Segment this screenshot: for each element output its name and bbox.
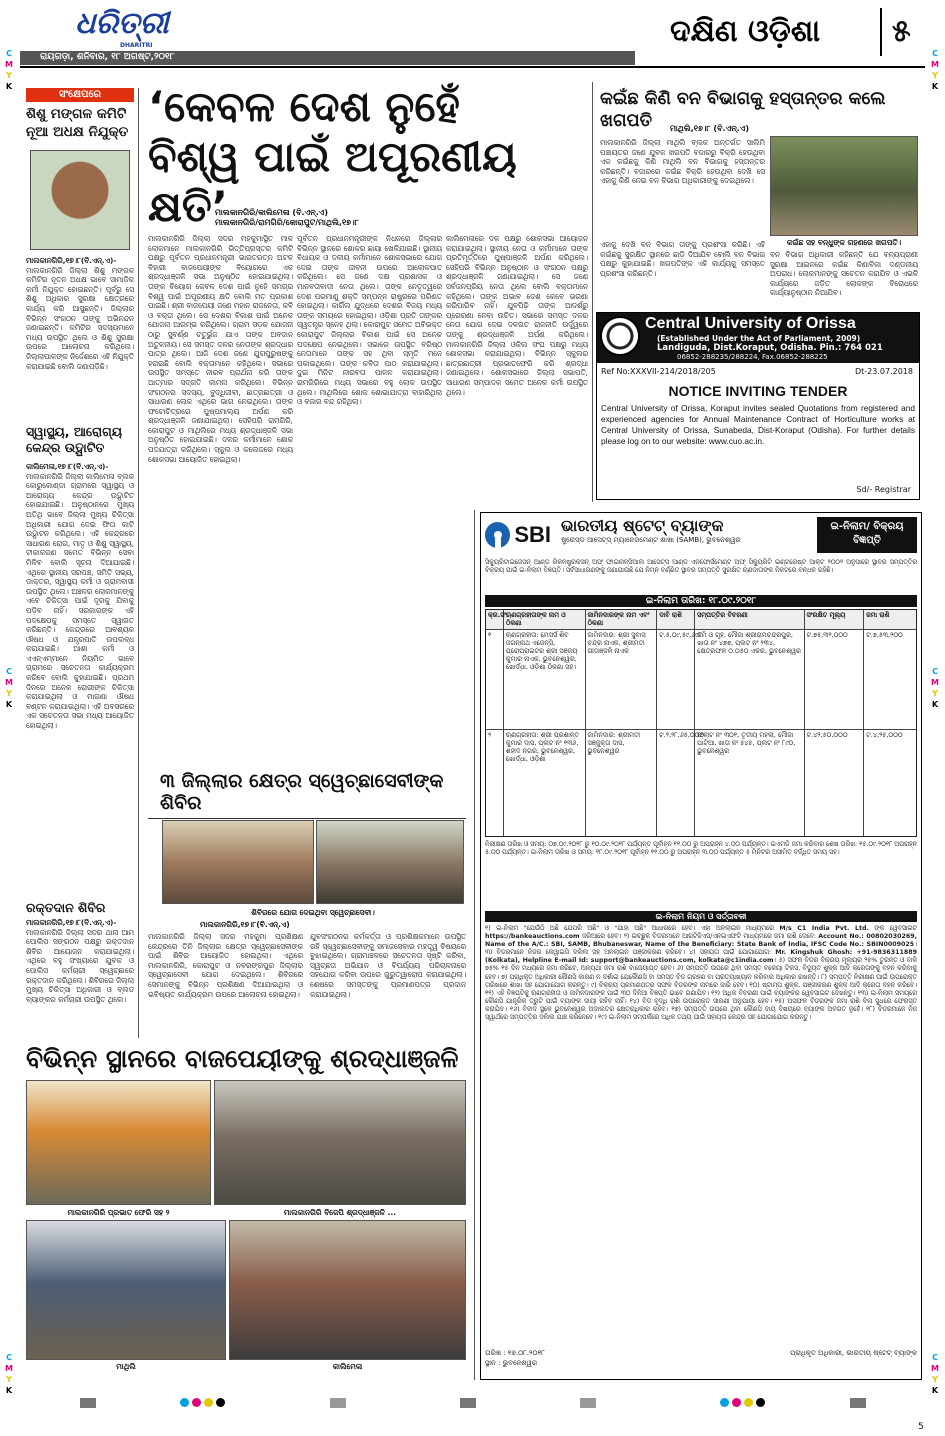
footer-gray-bar-2 — [330, 1398, 346, 1408]
footer-color-dots-2 — [720, 1398, 765, 1407]
cmyk-mark-left-top: C M Y K — [5, 49, 13, 91]
sbi-col-serial: କ୍ର.ସଂ. — [486, 610, 504, 629]
sbi-logo — [485, 517, 551, 553]
sbi-terms-label: ଇ-ନିଲାମ ନିୟମ ଓ ସର୍ତ୍ତାବଳୀ — [485, 911, 917, 922]
volunteers-photo-1 — [162, 820, 314, 904]
sidebar-story1-headline: ଶିଶୁ ମଙ୍ଗଳ କମିଟି ନୂଆ ଅଧକ୍ଷ ନିଯୁକ୍ତ — [26, 106, 129, 140]
sbi-website: https://bankeauctions.com — [485, 933, 580, 941]
logo: ଧରିତ୍ରୀ — [75, 6, 169, 41]
lead-col-3: କାଲିମେଳାରେ ଦଳ ପକ୍ଷରୁ ଶୋକସଭା ଆୟୋଜନ କରାଯାଇଥିଲା। ସ୍ଥାନୀୟ ନେତା ଓ କର୍ମୀମାନେ ତାଙ୍କ ପ୍ରତିମୂର୍ତ୍ତିରେ ପୁଷ୍ପାଞ୍ଜଳି ଅର୍ପଣ କରିଥିଲେ। ସେହିପରି ବିଭିନ୍ନ ଅନୁଷ୍ଠାନ ଓ ସଂଗଠନ ପକ୍ଷରୁ ଶ୍ରଦ୍ଧାଞ୍ଜଳି ଜଣାଯାଇଥିଲା। ସେ ଜଣେ ସର୍ବଜନପ୍ରିୟ ନେତା ଥିଲେ ବୋଲି ବକ୍ତାମାନେ କହିଥିଲେ। ତାଙ୍କ ଅଭାବ ଦେଶ କେବେ ଭରଣା କରିପାରିବ ନାହିଁ। ଯୁବପିଢ଼ି ତାଙ୍କ ଆଦର୍ଶରୁ ପ୍ରେରଣା ନେବା ଉଚିତ। ସଭାରେ ସମସ୍ତ ଦଳର ନେତା ଯୋଗ ଦେଇ ଦଳଗତ ରାଜନୀତି ଉର୍ଦ୍ଧ୍ୱରେ ତାଙ୍କୁ ଶ୍ରଦ୍ଧାଞ୍ଜଳି ଅର୍ପଣ କରିଥିଲେ। ମାଲକାନଗିରି ଜିଲ୍ଲା ଓକିଲ ସଂଘ ପକ୍ଷରୁ ମଧ୍ୟ ଶୋକସଭା କରାଯାଇଥିଲା। ବିଭିନ୍ନ ସ୍କୁଲର ଛାତ୍ରଛାତ୍ରୀ ପ୍ରଭାତଫେରି କରି ଶ୍ରଦ୍ଧା ଜଣାଇଥିଲେ। ଶୋକସଭାରେ ଜିଲ୍ଲା ସଭାପତି, ସାଧାରଣ ସମ୍ପାଦକ ସମେତ ଅନେକ କର୍ମୀ ଉପସ୍ଥିତ ଥିଲେ। — [446, 234, 588, 397]
footer-gray-bar-5 — [850, 1398, 866, 1408]
cuo-signature: Sd/- Registrar — [856, 485, 911, 494]
footer-gray-bar-3 — [460, 1398, 476, 1408]
sbi-branch: ଷ୍ଟ୍ରେସ୍ଡ ଆସେଟ୍ସ୍ ମ୍ୟାନେଜମେଣ୍ଟ ଶାଖା (SAMB), ଭୁବନେଶ୍ୱର — [561, 536, 741, 544]
volunteers-col-2: ଯୁବସଂଗଠନର କର୍ମକର୍ତ୍ତା ଓ ପ୍ରଶିକ୍ଷକମାନେ ଉପସ୍ଥିତ ରହି ସ୍ୱେଚ୍ଛାସେବୀଙ୍କୁ ସମାଜସେବାର ମହତ୍ତ୍ୱ ବିଷୟରେ ବୁଝାଇଥିଲେ। ଗ୍ରାମାଞ୍ଚଳରେ ସଚେତନତା ସୃଷ୍ଟି କରିବା, ସ୍ୱଚ୍ଛତା ଅଭିଯାନ ଓ ବିପର୍ଯ୍ୟୟ ପରିଚାଳନାରେ ସହଯୋଗ କରିବା ଉପରେ ଗୁରୁତ୍ୱାରୋପ କରାଯାଇଥିଲା। ଶେଷରେ ସମସ୍ତଙ୍କୁ ପ୍ରମାଣପତ୍ର ପ୍ରଦାନ କରାଯାଇଥିଲା। — [310, 932, 466, 999]
table-row: ୧ ଋଣଗ୍ରହୀତା: ମେସର୍ସ ଶିବ ଜଗନ୍ନାଥ ଏଜେନ୍ସି, ପ୍ରୋପ୍ରାଇଟର ଶ୍ରୀ ସଞ୍ଜୟ କୁମାର ନାଏକ, ଭୁବନେଶ୍ୱର, ଖୋର୍ଦ୍ଧା, ଓଡ଼ିଶା ଠିକଣା ସହ। ଜାମିନଦାର: ଶ୍ରୀ ସୁବାସ ଚନ୍ଦ୍ର ନାଏକ, ଶ୍ରୀମତୀ ଗୀତାଞ୍ଜଳି ନାଏକ ଟ.୫,୦୯,୫୯,୬୯୮ ଜମି ଓ ଗୃହ, ମୌଜା ଶ୍ରୀରାମଚନ୍ଦ୍ରପୁର, ଖାତା ନଂ ୪୭୭, ପ୍ଲଟ ନଂ ୨୩୪, କ୍ଷେତ୍ରଫଳ ୦.୦୫୦ ଏକର, ଭୁବନେଶ୍ୱର ଟ.୭୫,୩୨,୦୦୦ ଟ.୭,୫୩,୨୦୦ — [486, 630, 916, 730]
sbi-notice-type: ଇ-ନିଲାମ/ ବିକ୍ରୟ ବିଜ୍ଞପ୍ତି — [817, 517, 917, 553]
forest-photo — [770, 136, 918, 236]
volunteers-caption: ଶିବିରରେ ଯୋଗ ଦେଇଥିବା ସ୍ୱେଚ୍ଛାସେବୀ। — [251, 908, 375, 917]
lead-col-1: ମାଲକାନଗିରି ଜିଲ୍ଲା ସଦର ମହକୁମାସ୍ଥିତ ମାଳ ଲୋକମାନେ ମାଲକାନଗିରି ଭିତ୍ତିପ୍ରସ୍ତର କମିଟି ପକ୍ଷରୁ ପୂର୍ବତନ ପ୍ରଧାନମନ୍ତ୍ରୀ ଭାରତରତ୍ନ ଅଟଳ ବିହାରୀ ବାଜପେୟୀଙ୍କ ବିୟୋଗରେ ଏକ ଶ୍ରଦ୍ଧାଞ୍ଜଳି ସଭା ଅନୁଷ୍ଠିତ ହୋଇଯାଇଥିଲା। ତାଙ୍କ ବିୟୋଗ କେବଳ ଦେଶ ପାଇଁ ନୁହେଁ ସମଗ୍ର ବିଶ୍ୱ ପାଇଁ ଅପୂରଣୀୟ କ୍ଷତି ବୋଲି ମତ ପ୍ରକାଶ ପାଇଛି। ଶ୍ରୀ ବାଜପେୟୀ ଜଣେ ମହାନ ରାଜନେତା, କବି ଓ ବକ୍ତା ଥିଲେ। ସେ ଦେଶର ବିକାଶ ପାଇଁ ଅନେକ ଯୋଜନା ଆରମ୍ଭ କରିଥିଲେ। ଗ୍ରାମ ସଡ଼କ ଯୋଜନା ଠାରୁ ସୁବର୍ଣ୍ଣ ଚତୁର୍ଭୁଜ ଯାଏ ତାଙ୍କ ଅବଦାନ ଅତୁଳନୀୟ। ସେ ସମସ୍ତ ଦଳର ନେତାଙ୍କ ଶ୍ରଦ୍ଧାର ପାତ୍ର ଥିଲେ। ଆଜି ଦେଶ ଜଣେ ଯୁଗପୁରୁଷଙ୍କୁ ହରାଇଛି ବୋଲି ବକ୍ତାମାନେ କହିଥିଲେ। ସଭାରେ ଉପସ୍ଥିତ ସମସ୍ତେ ନୀରବ ପ୍ରାର୍ଥନା କରି ତାଙ୍କ ଆତ୍ମାର ସଦ୍ଗତି କାମନା କରିଥିଲେ। ବିଭିନ୍ନ ସଂଗଠନର ସଦସ୍ୟ, ବୁଦ୍ଧିଜୀବୀ, ଛାତ୍ରଛାତ୍ରୀ ଓ ସାଧାରଣ ଲୋକ ଏଥିରେ ଭାଗ ନେଇଥିଲେ। ତାଙ୍କ ଫଟୋଚିତ୍ରରେ ପୁଷ୍ପମାଲ୍ୟ ଅର୍ପଣ କରି ଶ୍ରଦ୍ଧାଞ୍ଜଳି ଜଣାଯାଇଥିଲା। ସେହିପରି ରାମଗିରି, କୋରାପୁଟ ଓ ମାଥିଲିରେ ମଧ୍ୟ ଶ୍ରଦ୍ଧାଞ୍ଜଳି ସଭା ଅନୁଷ୍ଠିତ ହୋଇଯାଇଛି। ଦଳର କର୍ମୀମାନେ ଶୋକ ପଦଯାତ୍ରା କରିଥିଲେ। ସ୍କୁଲ ଓ କଲେଜରେ ମଧ୍ୟ ଶୋକସଭା ଆୟୋଜିତ ହୋଇଥିଲା। — [148, 234, 293, 464]
sbi-logo-text: SBI — [514, 522, 551, 547]
sbi-footer-place: ସ୍ଥାନ : ଭୁବନେଶ୍ୱର — [485, 1359, 538, 1367]
footer-color-dots-1 — [180, 1398, 225, 1407]
forest-dateline: ମାଥିଲି,୧୭।୮ (ବି.ଏନ୍.ଏ) — [670, 124, 750, 133]
tribute-photo-3 — [26, 1220, 226, 1360]
sbi-col-reserve: ସଂରକ୍ଷିତ ମୂଲ୍ୟ — [805, 610, 865, 629]
cuo-address: Landiguda, Dist.Koraput, Odisha. Pin.: 764 021 — [657, 343, 883, 353]
sbi-footer-sign: ପ୍ରାଧିକୃତ ଅଧିକାରୀ, ଭାରତୀୟ ଷ୍ଟେଟ୍ ବ୍ୟାଙ୍କ — [790, 1349, 917, 1357]
cmyk-mark-left-mid: C M Y K — [5, 667, 13, 709]
sidebar-story2-dateline: କାଲିମେଳା,୧୭।୮(ବି.ଏନ୍.ଏ)- — [26, 462, 109, 471]
sbi-col-guarantor: ଜାମିନଦାରଙ୍କ ନାମ ଏବଂ ଠିକଣା — [586, 610, 658, 629]
sbi-agency: M/s C1 India Pvt. Ltd. — [779, 925, 869, 932]
sidebar-story2-body: କାଲିମେଳା,୧୭।୮(ବି.ଏନ୍.ଏ)- ମାଲକାନଗିରି ଜିଲ୍ଲା କାଲିମେଳା ବ୍ଲକ କୋରୁକୋଣ୍ଡା ଗ୍ରାମରେ ସ୍ୱାସ୍ଥ୍ୟ ଓ ଆରୋଗ୍ୟ କେନ୍ଦ୍ର ଉଦ୍ଘାଟିତ ହୋଇଯାଇଛି। ଅନୁଷ୍ଠାନରେ ମୁଖ୍ୟ ଅତିଥି ଭାବେ ଜିଲ୍ଲା ମୁଖ୍ୟ ଚିକିତ୍ସା ଅଧିକାରୀ ଯୋଗ ଦେଇ ଫିତା କାଟି ଉଦ୍ଘାଟନ କରିଥିଲେ। ଏହି କେନ୍ଦ୍ରରେ ସାଧାରଣ ରୋଗ, ମାତୃ ଓ ଶିଶୁ ସ୍ୱାସ୍ଥ୍ୟ, ଟୀକାକରଣ ସମେତ ବିଭିନ୍ନ ସେବା ମିଳିବ ବୋଲି ସୂଚନା ଦିଆଯାଇଛି। ଏଥିରେ ସ୍ଥାନୀୟ ସରପଞ୍ଚ, ସମିତି ସଭ୍ୟ, ଡାକ୍ତର, ସ୍ୱାସ୍ଥ୍ୟ କର୍ମୀ ଓ ଗ୍ରାମବାସୀ ଉପସ୍ଥିତ ଥିଲେ। ଅଞ୍ଚଳର ଲୋକମାନଙ୍କୁ ଏବେ ଚିକିତ୍ସା ପାଇଁ ଦୂରକୁ ଯିବାକୁ ପଡ଼ିବ ନାହିଁ। ସରକାରଙ୍କ ଏହି ପଦକ୍ଷେପକୁ ସମସ୍ତେ ସ୍ୱାଗତ କରିଛନ୍ତି। କେନ୍ଦ୍ରରେ ଆବଶ୍ୟକ ଔଷଧ ଓ ଯନ୍ତ୍ରପାତି ଉପଲବ୍ଧ କରାଯାଇଛି। ଆଶା କର୍ମୀ ଓ ଏଏନ୍ଏମ୍ମାନେ ନିୟମିତ ଭାବେ ଗ୍ରାମରେ ସଚେତନତା କାର୍ଯ୍ୟକ୍ରମ କରିବେ ବୋଲି କୁହାଯାଇଛି। ପ୍ରଥମ ଦିନରେ ଅନେକ ରୋଗୀଙ୍କ ଚିକିତ୍ସା କରାଯାଇଥିଲା ଓ ମାଗଣା ଔଷଧ ବଣ୍ଟନ କରାଯାଇଥିଲା। ଏହି ଅବସରରେ ଏକ ସଚେତନତା ସଭା ମଧ୍ୟ ଆୟୋଜିତ ହୋଇଥିଲା। — [26, 462, 134, 731]
tribute-caption-2: ମାଲକାନଗିରି ବିଜେପି ଶ୍ରଦ୍ଧାଞ୍ଜଳି ... — [283, 1208, 397, 1217]
sidebar-label: ସଂକ୍ଷେପରେ — [26, 88, 134, 102]
cuo-name: Central University of Orissa — [645, 315, 856, 332]
footer-page-number: 5 — [918, 1422, 924, 1432]
footer-gray-bar-4 — [580, 1398, 596, 1408]
sidebar-story3-dateline: ମାଲକାନଗିରି,୧୭।୮(ବି.ଏନ୍.ଏ)- — [26, 918, 117, 927]
tribute-photo-2 — [214, 1080, 466, 1205]
cmyk-mark-right-bottom: C M Y K — [931, 1353, 939, 1395]
volunteers-headline: ୩ ଜିଲ୍ଲାର କ୍ଷେତ୍ର ସ୍ୱେଚ୍ଛାସେବୀଙ୍କ ଶିବିର — [160, 770, 444, 814]
cmyk-mark-left-bottom: C M Y K — [5, 1353, 13, 1395]
footer-gray-bar-1 — [80, 1398, 96, 1408]
masthead — [20, 8, 925, 62]
section-title: ଦକ୍ଷିଣ ଓଡ଼ିଶା — [670, 14, 821, 49]
sbi-col-demand: ଦାବି ରାଶି — [657, 610, 695, 629]
sbi-table — [485, 609, 917, 837]
sbi-footer-date: ତାରିଖ : ୧୭.୦୮.୨୦୧୮ — [485, 1349, 545, 1357]
cuo-established: (Established Under the Act of Parliament, 2009) — [657, 334, 861, 343]
volunteers-dateline: ମାଲକାନଗିରି,୧୭।୮(ବି.ଏନ୍.ଏ) — [200, 920, 290, 929]
cmyk-mark-right-mid: C M Y K — [931, 667, 939, 709]
cuo-phone: 06852-288235/288224, Fax.06852-288225 — [677, 353, 828, 361]
cuo-seal-icon — [600, 316, 640, 356]
dateline: ରାୟଗଡ଼ା, ଶନିବାର, ୧୮ ଅଗଷ୍ଟ,୨୦୧୮ — [40, 52, 175, 62]
lead-dateline: ମାଲକାନଗିରି/କାଲିମେଳା (ବି.ଏନ୍.ଏ) — [215, 208, 329, 217]
cmyk-mark-right-top: C M Y K — [931, 49, 939, 91]
tribute-caption-1: ମାଲକାନଗିରି ପ୍ରଭାତ ଫେରି ସହ ୨ — [67, 1208, 170, 1217]
cuo-ad — [596, 312, 920, 500]
logo-sub: DHARITRI — [120, 42, 153, 49]
forest-caption: କଇଁଛ ସହ ବନ୍ଧୁଙ୍କ ଗହଣରେ ଖଗପତି। — [786, 238, 902, 247]
lead-headline — [148, 82, 588, 232]
sbi-logo-icon — [485, 522, 510, 548]
tribute-caption-4: କାଲିମେଳା — [332, 1362, 363, 1371]
sidebar-story3-headline: ରକ୍ତଦାନ ଶିବିର — [26, 900, 106, 915]
tribute-headline: ବିଭିନ୍ନ ସ୍ଥାନରେ ବାଜପେୟୀଙ୍କୁ ଶ୍ରଦ୍ଧାଞ୍ଜଳି — [26, 1044, 459, 1073]
volunteers-col-1: ମାଲକାନଗିରି ଜିଲ୍ଲା ସଦର ମହକୁମା ପ୍ରଶିକ୍ଷଣ କେନ୍ଦ୍ରରେ ତିନି ଜିଲ୍ଲାର କ୍ଷେତ୍ର ସ୍ୱେଚ୍ଛାସେବୀଙ୍କ ପାଇଁ ଶିବିର ଆୟୋଜିତ ହୋଇଥିଲା। ଏଥିରେ ମାଲକାନଗିରି, କୋରାପୁଟ ଓ ନବରଙ୍ଗପୁର ଜିଲ୍ଲାର ସ୍ୱେଚ୍ଛାସେବୀ ଯୋଗ ଦେଇଥିଲେ। ଶିବିରରେ ସେମାନଙ୍କୁ ବିଭିନ୍ନ ପ୍ରଶିକ୍ଷଣ ଦିଆଯାଇଥିଲା ଓ ଭବିଷ୍ୟତ କାର୍ଯ୍ୟକ୍ରମ ଉପରେ ଆଲୋଚନା ହୋଇଥିଲା। — [148, 932, 303, 999]
sbi-col-borrower: ଋଣଗ୍ରହୀତାଙ୍କ ନାମ ଓ ଠିକଣା — [504, 610, 586, 629]
sbi-table-header — [486, 610, 916, 630]
sidebar-portrait — [30, 150, 130, 250]
sidebar-story2-headline: ସ୍ୱାସ୍ଥ୍ୟ, ଆରୋଗ୍ୟ କେନ୍ଦ୍ର ଉଦ୍ଘାଟିତ — [26, 424, 123, 455]
cuo-date: Dt-23.07.2018 — [855, 367, 913, 376]
lead-col-2: ପୂର୍ବତନ ପ୍ରଧାନମନ୍ତ୍ରୀଙ୍କ ନିଧନରେ ଜିଲ୍ଲାର ବିଭିନ୍ନ ସ୍ଥାନରେ ଶୋକର ଛାୟା ଖେଳିଯାଇଛି। ସ୍ଥାନୀୟ ବିଧାୟକ ଓ ଦଳୀୟ କର୍ମୀମାନେ ଶୋକସଭାରେ ଯୋଗ ଦେଇ ତାଙ୍କ ଜୀବନୀ ଉପରେ ଆଲୋକପାତ କରିଥିଲେ। ସେ ଜଣେ ଦକ୍ଷ ପ୍ରଶାସକ ଓ ମାନବତାବାଦୀ ନେତା ଥିଲେ। ତାଙ୍କ ନେତୃତ୍ୱରେ ଦେଶ ପରମାଣୁ ଶକ୍ତି ସମ୍ପନ୍ନ ରାଷ୍ଟ୍ରରେ ପରିଣତ ହୋଇଥିଲା। କାର୍ଗିଲ ଯୁଦ୍ଧରେ ଦେଶର ବିଜୟ ମଧ୍ୟ ତାଙ୍କ ସମୟରେ ହୋଇଥିଲା। ଓଡ଼ିଶା ପ୍ରତି ତାଙ୍କର ସ୍ୱତନ୍ତ୍ର ସ୍ନେହ ଥିଲା। କୋରାପୁଟ ସମେତ ଅବିଭକ୍ତ କୋରାପୁଟ ଜିଲ୍ଲାର ବିକାଶ ପାଇଁ ସେ ଅନେକ ପଦକ୍ଷେପ ନେଇଥିଲେ। ସଭାରେ ଉପସ୍ଥିତ ବରିଷ୍ଠ ନେତାମାନେ ତାଙ୍କ ସହ ଥିବା ସ୍ମୃତି ମନେ ପକାଇଥିଲେ। ତାଙ୍କ କବିତା ପାଠ କରାଯାଇଥିଲା। ଦୁଇ ମିନିଟ ନୀରବତା ପାଳନ କରାଯାଇଥିଲା। ରାମଗିରିରେ ମଧ୍ୟ ସଭାରେ ବହୁ ଲୋକ ଉପସ୍ଥିତ ଥିଲେ। ମାଥିଲିରେ ଶୋକ ଶୋଭାଯାତ୍ରା ବାହାରିଥିଲା ଓ ବଜାର ବନ୍ଦ ରହିଥିଲା। — [297, 234, 442, 407]
table-row: ୨ ଋଣଗ୍ରହୀତା: ଶ୍ରୀ ପ୍ରଶାନ୍ତ କୁମାର ଦାସ, ପ୍ଲଟ ନଂ ୧୩୬, ଶହୀଦ ନଗର, ଭୁବନେଶ୍ୱର, ଖୋର୍ଦ୍ଧା, ଓଡ଼ିଶା ଜାମିନଦାର: ଶ୍ରୀମତୀ ସଞ୍ଜୁକ୍ତା ଦାସ, ଭୁବନେଶ୍ୱର ଟ.୨,୨୮,୬୫,୦୦୦ ଫ୍ଲାଟ ନଂ ୩୦୧, ତୃତୀୟ ମହଲା, ମୌଜା ପାଟିଆ, ଖାତା ନଂ ୫୪୫, ପ୍ଲଟ ନଂ ୮୯୦, ଭୁବନେଶ୍ୱର ଟ.୪୨,୫୦,୦୦୦ ଟ.୪,୨୫,୦୦୦ — [486, 730, 916, 836]
sidebar-story1-body: ମାଲକାନଗିରି,୧୭।୮(ବି.ଏନ୍.ଏ)- ମାଲକାନଗିରି ଜିଲ୍ଲା ଶିଶୁ ମଙ୍ଗଳ କମିଟିର ନୂତନ ଅଧକ୍ଷ ଭାବେ ସାମାଜିକ କର୍ମୀ ନିଯୁକ୍ତ ହୋଇଛନ୍ତି। ପୂର୍ବରୁ ସେ ଶିଶୁ ଅଧିକାର ସୁରକ୍ଷା କ୍ଷେତ୍ରରେ କାର୍ଯ୍ୟ କରି ଆସୁଛନ୍ତି। ଜିଲ୍ଲାର ବିଭିନ୍ନ ସଂଗଠନ ତାଙ୍କୁ ଅଭିନନ୍ଦନ ଜଣାଇଛନ୍ତି। କମିଟିର ସଦସ୍ୟମାନେ ମଧ୍ୟ ଉପସ୍ଥିତ ଥିଲେ ଓ ଶିଶୁ ସୁରକ୍ଷା ଉପରେ ଆଲୋଚନା କରିଥିଲେ। ଜିଲ୍ଲାପାଳଙ୍କ ନିର୍ଦ୍ଦେଶରେ ଏହି ନିଯୁକ୍ତି କରାଯାଇଛି ବୋଲି ଜଣାପଡ଼ିଛି। — [26, 256, 134, 371]
cuo-ref: Ref No:XXXVII-214/2018/205 — [601, 367, 716, 376]
forest-body-2: ଏହାକୁ ଦେଖି ବନ ବିଭାଗ ତାଙ୍କୁ ପ୍ରଶଂସା କରିଛି। ଏହି କଇଁଛକୁ ସୁରକ୍ଷିତ ସ୍ଥାନରେ ଛାଡ଼ି ଦିଆଯିବ ବୋଲି ବନ ବିଭାଗ ପକ୍ଷରୁ କୁହାଯାଇଛି। ଖଗପତିଙ୍କ ଏହି କାର୍ଯ୍ୟକୁ ସମସ୍ତେ ପ୍ରଶଂସା କରିଛନ୍ତି। — [600, 240, 765, 278]
tribute-photo-1 — [26, 1080, 211, 1205]
tribute-photo-4 — [229, 1220, 466, 1360]
sbi-col-emd: ଜମା ରାଶି — [866, 611, 890, 619]
cuo-notice-title: NOTICE INVITING TENDER — [668, 383, 848, 399]
forest-body-1: ମାଲକାନଗିରି ଜିଲ୍ଲା ମାଥିଲି ବ୍ଲକ ଅନ୍ତର୍ଗତ ସାଲିମି ପଞ୍ଚାୟତର ଜଣେ ଯୁବକ ଖଗପତି ବଜାରରୁ ବିକ୍ରି ହେଉଥିବା ଏକ କଇଁଛକୁ କିଣି ମାଥିଲି ବନ ବିଭାଗକୁ ହସ୍ତାନ୍ତର କରିଛନ୍ତି। ବଜାରରେ କଇଁଛ ବିକ୍ରି ହେଉଥିବା ଦେଖି ସେ ଏହାକୁ କିଣି ନେଇ ବନ ବିଭାଗ ଅଧିକାରୀଙ୍କୁ ଦେଇଥିଲେ। — [600, 138, 765, 186]
sbi-bank-line: Account No.: 00802030269, Name of the A/C.: SBI, SAMB, Bhubaneswar, Name of the Beneficiary: State Bank of India, IFSC Code No.: SBIN0009025 — [485, 933, 917, 949]
page-number: ୫ — [892, 14, 911, 49]
lead-dateline-2: ମାଲକାନଗିରି/ରାମଗିରି/କୋରାପୁଟ/ମାଥିଲି,୧୭।୮ — [215, 218, 359, 227]
sidebar-story3-body: ମାଲକାନଗିରି,୧୭।୮(ବି.ଏନ୍.ଏ)- ମାଲକାନଗିରି ଜିଲ୍ଲା ସଦର ଥାନା ଆମ ପୋଲିସ ସଙ୍ଗଠନ ପକ୍ଷରୁ ରକ୍ତଦାନ ଶିବିର ଆୟୋଜନ କରାଯାଇଥିଲା। ଏଥିରେ ବହୁ ସଂଖ୍ୟାରେ ଯୁବକ ଓ ପୋଲିସ କର୍ମଚାରୀ ସ୍ୱେଚ୍ଛାରେ ରକ୍ତଦାନ କରିଥିଲେ। ଶିବିରରେ ଜିଲ୍ଲା ମୁଖ୍ୟ ଚିକିତ୍ସା ଅଧିକାରୀ ଓ ବ୍ଲଡ ବ୍ୟାଙ୍କର କର୍ମଚାରୀ ଉପସ୍ଥିତ ଥିଲେ। — [26, 918, 134, 1004]
sbi-intro: ସିକ୍ୟୁରିଟାଇଜେସନ୍ ଆଣ୍ଡ ରିକନଷ୍ଟ୍ରକସନ୍ ଅଫ୍ ଫାଇନାନ୍ସିଆଲ ଆସେଟ୍ସ ଆଣ୍ଡ ଏନଫୋର୍ସମେଣ୍ଟ ଅଫ୍ ସିକ୍ୟୁରିଟି ଇଣ୍ଟରେଷ୍ଟ ଆକ୍ଟ ୨୦୦୨ ଅନୁସାରେ ସ୍ଥାବର ସମ୍ପତ୍ତିର ବିକ୍ରୟ ପାଇଁ ଇ-ନିଲାମ ବିଜ୍ଞପ୍ତି। ସର୍ବସାଧାରଣଙ୍କୁ ଜଣାଯାଉଛି ଯେ ନିମ୍ନ ବର୍ଣ୍ଣିତ ସ୍ଥାବର ସମ୍ପତ୍ତି ସୁରକ୍ଷିତ ଋଣଦାତାଙ୍କ ନିକଟରେ ବନ୍ଧକ ରହିଛି। — [485, 559, 917, 574]
sbi-inspection: ନିରୀକ୍ଷଣ ତାରିଖ ଓ ସମୟ: ୦୭.୦୯.୨୦୧୮ ରୁ ୧୦.୦୯.୨୦୧୮ ପର୍ଯ୍ୟନ୍ତ ପୂର୍ବାହ୍ନ ୧୧.୦୦ ରୁ ଅପରାହ୍ନ ୪.୦୦ ପର୍ଯ୍ୟନ୍ତ। ଇଏମଡି ଜମା କରିବାର ଶେଷ ତାରିଖ: ୧୫.୦୯.୨୦୧୮ ଅପରାହ୍ନ ୫.୦୦ ପର୍ଯ୍ୟନ୍ତ। ଇ-ନିଲାମ ତାରିଖ ଓ ସମୟ: ୧୮.୦୯.୨୦୧୮ ପୂର୍ବାହ୍ନ ୧୧.୦୦ ରୁ ଅପରାହ୍ନ ୩.୦୦ ପର୍ଯ୍ୟନ୍ତ ୫ ମିନିଟର ଅସୀମିତ ବର୍ଦ୍ଧିତ ସମୟ ସହ। — [485, 841, 917, 856]
volunteers-photo-2 — [316, 820, 464, 904]
forest-body-3: ବନ ବିଭାଗ ଅଧିକାରୀ କହିଛନ୍ତି ଯେ ବନ୍ୟପ୍ରାଣୀ ସୁରକ୍ଷା ଆଇନରେ କଇଁଛ କିଣାବିକା ଦଣ୍ଡନୀୟ ଅପରାଧ। ଲୋକମାନଙ୍କୁ ସଚେତନ କରାଯିବ ଓ ଏଭଳି କାର୍ଯ୍ୟରେ ଜଡ଼ିତ ଲୋକଙ୍କ ବିରୋଧରେ କାର୍ଯ୍ୟାନୁଷ୍ଠାନ ନିଆଯିବ। — [770, 250, 918, 298]
sbi-contact: Mr. Kingshuk Ghosh: +91-9836311889 (Kolkata), Helpline E-mail Id: support@bankeauctions.com, kolkata@c1india.com — [485, 949, 917, 965]
sbi-auction-date: ଇ-ନିଲାମ ତାରିଖ: ୧୮.୦୯.୨୦୧୮ — [485, 595, 917, 607]
cuo-notice-body: Central University of Orissa, Koraput invites sealed Quotations from registered and experienced agencies for Annual Maintenance Contract of Horticulture works at Central University of Orissa, Sunabeda, Dist-Koraput (Odisha). For further details please log on to our website: www.cuo.ac.in. — [601, 403, 915, 446]
sbi-title: ଭାରତୀୟ ଷ୍ଟେଟ୍ ବ୍ୟାଙ୍କ — [561, 516, 724, 535]
lead-headline-line2: ବିଶ୍ୱ ପାଇଁ ଅପୂରଣୀୟ କ୍ଷତି’ — [148, 132, 517, 231]
sbi-col-property: ସମ୍ପତ୍ତିର ବିବରଣୀ — [695, 610, 804, 629]
forest-headline: କଇଁଛ କିଣି ବନ ବିଭାଗକୁ ହସ୍ତାନ୍ତର କଲେ ଖଗପତି — [600, 89, 886, 131]
sidebar-story1-dateline: ମାଲକାନଗିରି,୧୭।୮(ବି.ଏନ୍.ଏ)- — [26, 256, 117, 265]
lead-headline-line1: ‘କେବଳ ଦେଶ ନୁହେଁ — [148, 82, 460, 131]
tribute-caption-3: ମାଥିଲି — [116, 1362, 136, 1371]
sbi-ad — [480, 512, 922, 1380]
sbi-terms: ୧) ଇ-ନିଲାମ "ଯେଉଁଠି ଅଛି ଯେପରି ଅଛି" ଓ "ଯାହା ଅଛି" ଆଧାରରେ ହେବ। ଏହା ଅନଲାଇନ ମାଧ୍ୟମରେ M/s C1 India Pvt. Ltd. ଙ୍କ ୱେବସାଇଟ https://bankeauctions.com ଜରିଆରେ ହେବ। ୨) ଇଚ୍ଛୁକ ବିଡରମାନେ ଆରଟିଜିଏସ/ଏନଇଏଫଟି ମାଧ୍ୟମରେ ଜମା ରାଶି ଦେବେ: Account No.: 00802030269, Name of the A/C.: SBI, SAMB, Bhubaneswar, Name of the Beneficiary: State Bank of India, IFSC Code No.: SBIN0009025। ୩) ବିଡରମାନେ ନିଜର କେୱାଇସି ଦଲିଲ ସହ ଅନଲାଇନ ପଞ୍ଜୀକରଣ କରିବେ। ୪) ସହାୟତା ପାଇଁ ଯୋଗାଯୋଗ: Mr. Kingshuk Ghosh: +91-9836311889 (Kolkata), Helpline E-mail Id: support@bankeauctions.com, kolkata@c1india.com। ୫) ସଫଳ ବିଡର ବିକ୍ରୟ ମୂଲ୍ୟର ୨୫% ତୁରନ୍ତ ଓ ବାକି ୭୫% ୧୫ ଦିନ ମଧ୍ୟରେ ଜମା କରିବେ, ଅନ୍ୟଥା ଜମା ରାଶି ବାଜେୟାପ୍ତ ହେବ। ୬) ସମ୍ପତ୍ତି ଉପରେ ଥିବା ସମସ୍ତ ବକେୟା ଟିକସ, ବିଦ୍ୟୁତ ଶୁଳ୍କ ଆଦି କ୍ରେତାଙ୍କୁ ବହନ କରିବାକୁ ହେବ। ୭) ପ୍ରାଧିକୃତ ଅଧିକାରୀ କୌଣସି କାରଣ ନ ଦର୍ଶାଇ ଯେକୌଣସି ବା ସମସ୍ତ ବିଡ ଗ୍ରହଣ ବା ପ୍ରତ୍ୟାଖ୍ୟାନ କରିବାର ଅଧିକାର ରଖନ୍ତି। ୮) ସମ୍ପତ୍ତି ନିରୀକ୍ଷଣ ପାଇଁ ଉପରୋକ୍ତ ତାରିଖରେ ଶାଖା ସହ ଯୋଗାଯୋଗ କରନ୍ତୁ। ୯) ବିକ୍ରୟ ପ୍ରମାଣପତ୍ର ସଫଳ ବିଡରଙ୍କ ନାମରେ ଜାରି ହେବ। ୧୦) ଷ୍ଟାମ୍ପ ଶୁଳ୍କ, ପଞ୍ଜୀକରଣ ଶୁଳ୍କ ଆଦି କ୍ରେତା ବହନ କରିବେ। ୧୧) ଏହି ବିଜ୍ଞପ୍ତିକୁ ଋଣଗ୍ରହୀତା ଓ ଜାମିନଦାରଙ୍କ ପାଇଁ ୩୦ ଦିନିଆ ବିଜ୍ଞପ୍ତି ଭାବେ ଗଣାଯିବ। ୧୨) ଅଧିକ ବିବରଣୀ ପାଇଁ ବ୍ୟାଙ୍କର ୱେବସାଇଟ ଦେଖନ୍ତୁ। ୧୩) ଇ-ନିଲାମ ସମୟରେ କୌଣସି ଯାନ୍ତ୍ରିକ ତ୍ରୁଟି ପାଇଁ ବ୍ୟାଙ୍କ ଦାୟୀ ରହିବ ନାହିଁ। ୧୪) ବିଡ ବୃଦ୍ଧି ରାଶି ଉପରୋକ୍ତ ସାରଣୀ ଅନୁଯାୟୀ ହେବ। ୧୫) ଅସଫଳ ବିଡରଙ୍କ ଜମା ରାଶି ବିନା ସୁଧରେ ଫେରସ୍ତ କରାଯିବ। ୧୬) ବିବାଦ ସ୍ଥଳେ ଭୁବନେଶ୍ୱର ଅଦାଲତର କ୍ଷେତ୍ରାଧିକାର ରହିବ। ୧୭) ସମ୍ପତ୍ତି ଉପରେ ଥିବା କୌଣସି ଦାୟ ବିଷୟରେ ବ୍ୟାଙ୍କ ଅବଗତ ନୁହେଁ। ୧୮) ବିଡରମାନେ ନିଜ ସ୍ୱାର୍ଥରେ ସମ୍ପତ୍ତିର ଦଲିଲ ଯାଞ୍ଚ କରିନେବେ। ୧୯) ଇ-ନିଲାମ ସମ୍ପର୍କରେ ଅଧିକ ତଥ୍ୟ ପାଇଁ ସହାୟତା କେନ୍ଦ୍ର ସହ ଯୋଗାଯୋଗ କରନ୍ତୁ। — [485, 925, 917, 1022]
